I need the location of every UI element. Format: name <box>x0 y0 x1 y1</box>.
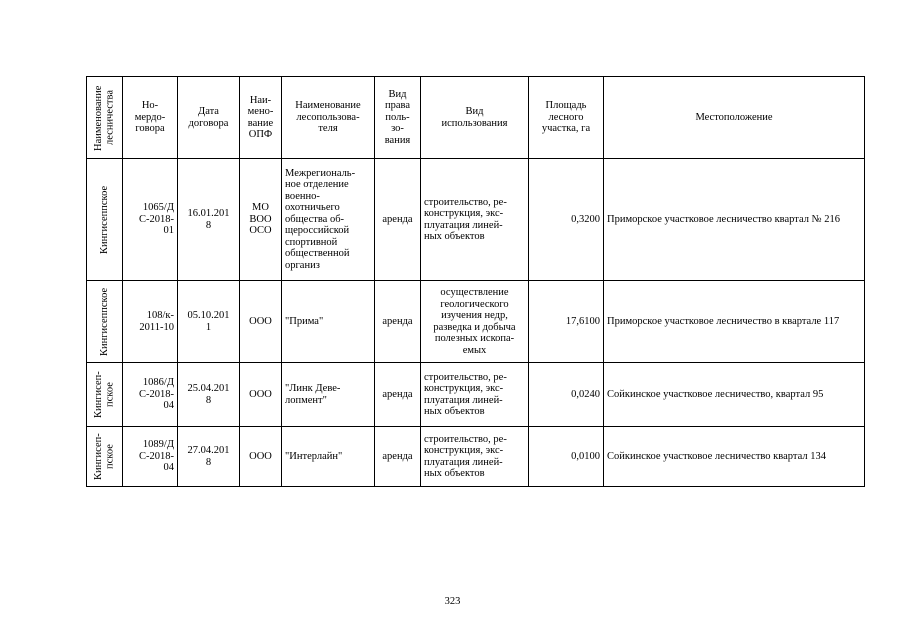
cell-area: 0,0240 <box>529 363 604 427</box>
cell-contract-date: 27.04.201 8 <box>178 427 240 487</box>
header-right-type: Вид права поль- зо- вания <box>375 77 421 159</box>
forestry-label: Кингисеппское <box>98 287 110 356</box>
cell-contract-date: 16.01.201 8 <box>178 159 240 281</box>
cell-forest-user: Межрегиональ- ное отделение военно- охотничьего общества об- щероссийской спортивной общественной организ <box>282 159 375 281</box>
table-row <box>87 281 865 363</box>
header-area: Площадь лесного участка, га <box>529 77 604 159</box>
cell-right-type: аренда <box>375 363 421 427</box>
cell-contract-date: 05.10.201 1 <box>178 281 240 363</box>
cell-right-type: аренда <box>375 281 421 363</box>
cell-contract-date: 25.04.201 8 <box>178 363 240 427</box>
page-number: 323 <box>444 596 461 607</box>
cell-forestry <box>87 427 123 487</box>
cell-use-type: осуществление геологического изучения недр, разведка и добыча полезных ископа- емых <box>421 281 529 363</box>
header-forestry-label: Наименование лесничества <box>93 84 116 151</box>
cell-forest-user: "Интерлайн" <box>282 427 375 487</box>
cell-use-type: строительство, ре- конструкция, экс- плуатация линей- ных объектов <box>421 159 529 281</box>
table-row <box>87 427 865 487</box>
header-use-type: Вид использования <box>421 77 529 159</box>
cell-forestry <box>87 281 123 363</box>
cell-forest-user: "Линк Деве- лопмент" <box>282 363 375 427</box>
cell-forest-user: "Прима" <box>282 281 375 363</box>
cell-contract-no: 108/к- 2011-10 <box>123 281 178 363</box>
header-contract-no: Но- мердо- говора <box>123 77 178 159</box>
forestry-label: Кингисеппское <box>98 185 110 254</box>
cell-opf: МО ВОО ОСО <box>240 159 282 281</box>
cell-area: 0,0100 <box>529 427 604 487</box>
cell-location: Сойкинское участковое лесничество, квартал 95 <box>604 363 865 427</box>
cell-right-type: аренда <box>375 159 421 281</box>
cell-location: Приморское участковое лесничество квартал № 216 <box>604 159 865 281</box>
cell-forestry <box>87 159 123 281</box>
cell-use-type: строительство, ре- конструкция, экс- плуатация линей- ных объектов <box>421 363 529 427</box>
cell-area: 0,3200 <box>529 159 604 281</box>
table-row <box>87 363 865 427</box>
forest-lease-table <box>86 76 865 487</box>
cell-contract-no: 1089/Д С-2018- 04 <box>123 427 178 487</box>
header-contract-date: Дата договора <box>178 77 240 159</box>
forestry-label: Кингисеп- пское <box>93 371 116 418</box>
cell-use-type: строительство, ре- конструкция, экс- плуатация линей- ных объектов <box>421 427 529 487</box>
cell-location: Приморское участковое лесничество в квартале 117 <box>604 281 865 363</box>
cell-location: Сойкинское участковое лесничество квартал 134 <box>604 427 865 487</box>
header-opf: Наи- мено- вание ОПФ <box>240 77 282 159</box>
cell-opf: ООО <box>240 363 282 427</box>
cell-opf: ООО <box>240 427 282 487</box>
table-row <box>87 159 865 281</box>
header-location: Местоположение <box>604 77 865 159</box>
header-forestry <box>87 77 123 159</box>
table-header-row <box>87 77 865 159</box>
cell-contract-no: 1086/Д С-2018- 04 <box>123 363 178 427</box>
cell-opf: ООО <box>240 281 282 363</box>
forestry-label: Кингисеп- пское <box>93 433 116 480</box>
cell-contract-no: 1065/Д С-2018- 01 <box>123 159 178 281</box>
cell-area: 17,6100 <box>529 281 604 363</box>
cell-forestry <box>87 363 123 427</box>
cell-right-type: аренда <box>375 427 421 487</box>
header-forest-user: Наименование лесопользова- теля <box>282 77 375 159</box>
